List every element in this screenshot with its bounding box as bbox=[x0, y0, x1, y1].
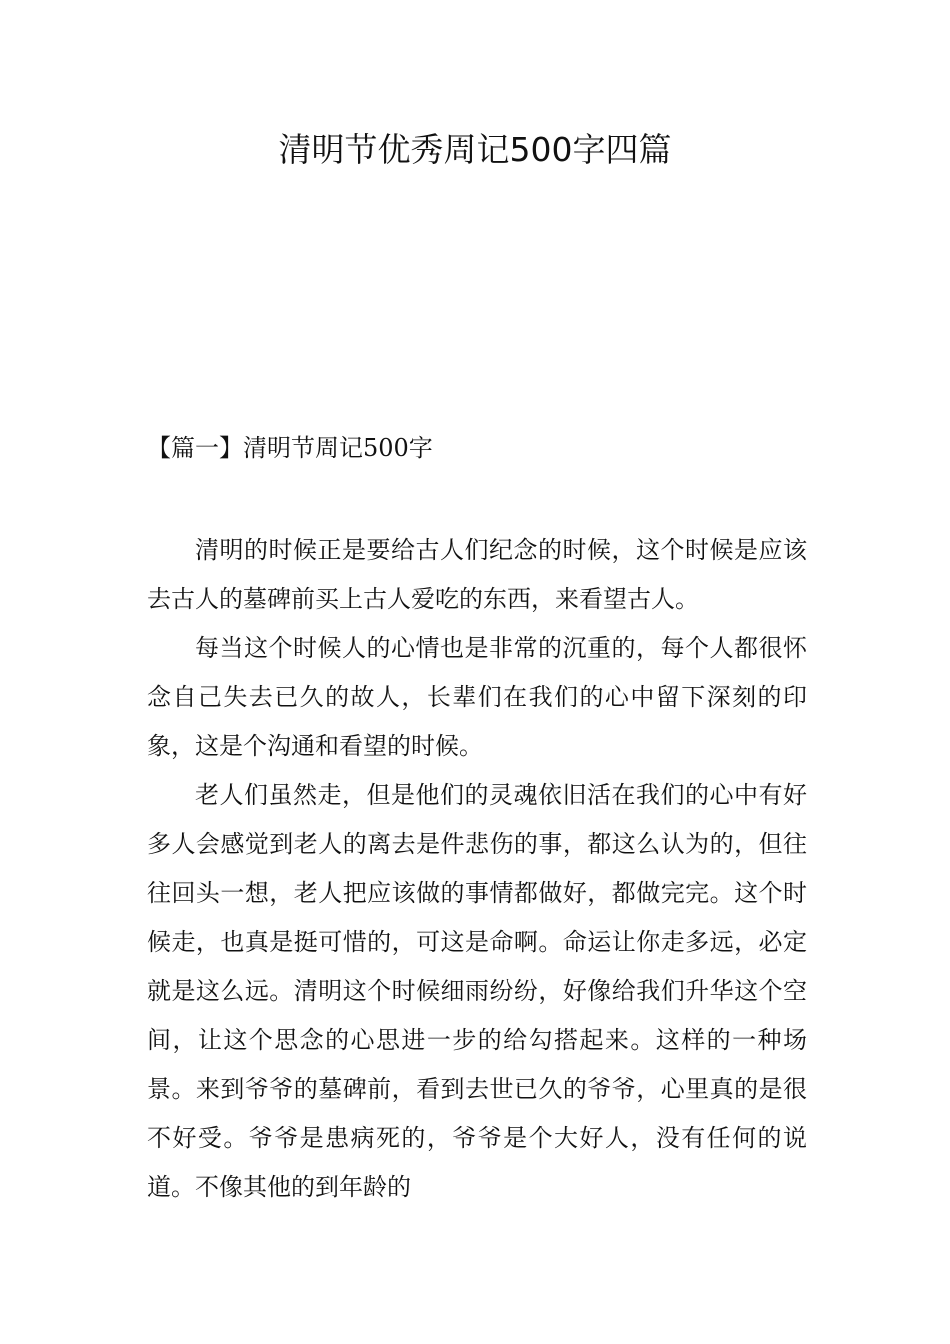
paragraph-1: 清明的时候正是要给古人们纪念的时候，这个时候是应该去古人的墓碑前买上古人爱吃的东西，来看望古人。 bbox=[147, 536, 807, 613]
paragraph-3: 老人们虽然走，但是他们的灵魂依旧活在我们的心中有好多人会感觉到老人的离去是件悲伤的事，都这么认为的，但往往回头一想，老人把应该做的事情都做好，都做完完。这个时候走，也真是挺可惜的，可这是命啊。命运让你走多远，必定就是这么远。清明这个时候细雨纷纷，好像给我们升华这个空间，让这个思念的心思进一步的给勾搭起来。这样的一种场景。来到爷爷的墓碑前，看到去世已久的爷爷，心里真的是很不好受。爷爷是患病死的，爷爷是个大好人，没有任何的说道。不像其他的到年龄的 bbox=[147, 781, 807, 1201]
body-text bbox=[147, 526, 807, 1212]
document-title: 清明节优秀周记500字四篇 bbox=[278, 130, 672, 169]
paragraph-2: 每当这个时候人的心情也是非常的沉重的，每个人都很怀念自己失去已久的故人，长辈们在我们的心中留下深刻的印象，这是个沟通和看望的时候。 bbox=[147, 634, 807, 760]
section-heading: 【篇一】清明节周记500字 bbox=[147, 434, 433, 462]
